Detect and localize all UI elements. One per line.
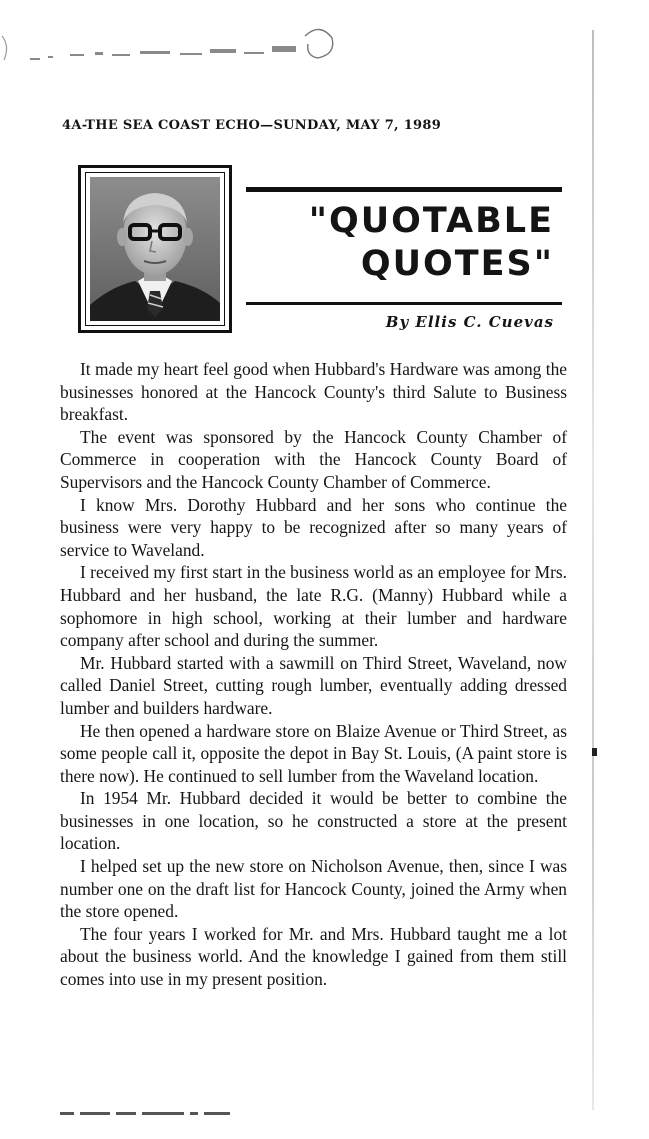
article-paragraph: He then opened a hardware store on Blaize Avenue or Third Street, as some people call it, opposite the depot in Bay St. Louis, (A paint store is there now). He continued to sell lumber from the Waveland location.: [60, 720, 567, 786]
column-title-line-1: "QUOTABLE: [308, 201, 554, 241]
scan-artifact: [0, 14, 380, 74]
article-paragraph: I helped set up the new store on Nicholson Avenue, then, since I was number one on the draft list for Hancock County, joined the Army when the store opened.: [60, 856, 567, 922]
column-title: [246, 200, 554, 286]
article-paragraph: The event was sponsored by the Hancock County Chamber of Commerce in cooperation with the Hancock County Board of Supervisors and the Hancock County Chamber of Commerce.: [60, 426, 567, 492]
author-byline: By Ellis C. Cuevas: [385, 313, 554, 331]
author-photo-frame: [78, 165, 232, 333]
cut-off-text-line: [60, 1110, 560, 1120]
page-edge-shadow: [592, 30, 594, 1110]
column-title-line-2: QUOTES": [360, 244, 554, 284]
article-paragraph: I know Mrs. Dorothy Hubbard and her sons who continue the business were very happy to be recognized after so many years of service to Waveland.: [60, 494, 567, 560]
article-paragraph: Mr. Hubbard started with a sawmill on Third Street, Waveland, now called Daniel Street, cutting rough lumber, eventually adding dressed lumber and builders hardware.: [60, 652, 567, 718]
title-bottom-rule: [246, 302, 562, 305]
article-paragraph: In 1954 Mr. Hubbard decided it would be better to combine the businesses in one location, so he constructed a store at the present location.: [60, 788, 567, 854]
author-portrait-photo: [90, 177, 220, 321]
title-top-rule: [246, 187, 562, 192]
page-edge-mark: [592, 748, 597, 756]
article-body: [60, 358, 567, 991]
article-paragraph: The four years I worked for Mr. and Mrs. Hubbard taught me a lot about the business world. And the knowledge I gained from them still comes into use in my present position.: [60, 923, 567, 990]
article-paragraph: It made my heart feel good when Hubbard's Hardware was among the businesses honored at the Hancock County's third Salute to Business breakfast.: [60, 359, 567, 425]
newspaper-dateline: 4A-THE SEA COAST ECHO—SUNDAY, MAY 7, 1989: [62, 118, 442, 133]
article-paragraph: I received my first start in the business world as an employee for Mrs. Hubbard and her husband, the late R.G. (Manny) Hubbard while a sophomore in high school, working at their lumber and hardware company after school and during the summer.: [60, 562, 567, 651]
